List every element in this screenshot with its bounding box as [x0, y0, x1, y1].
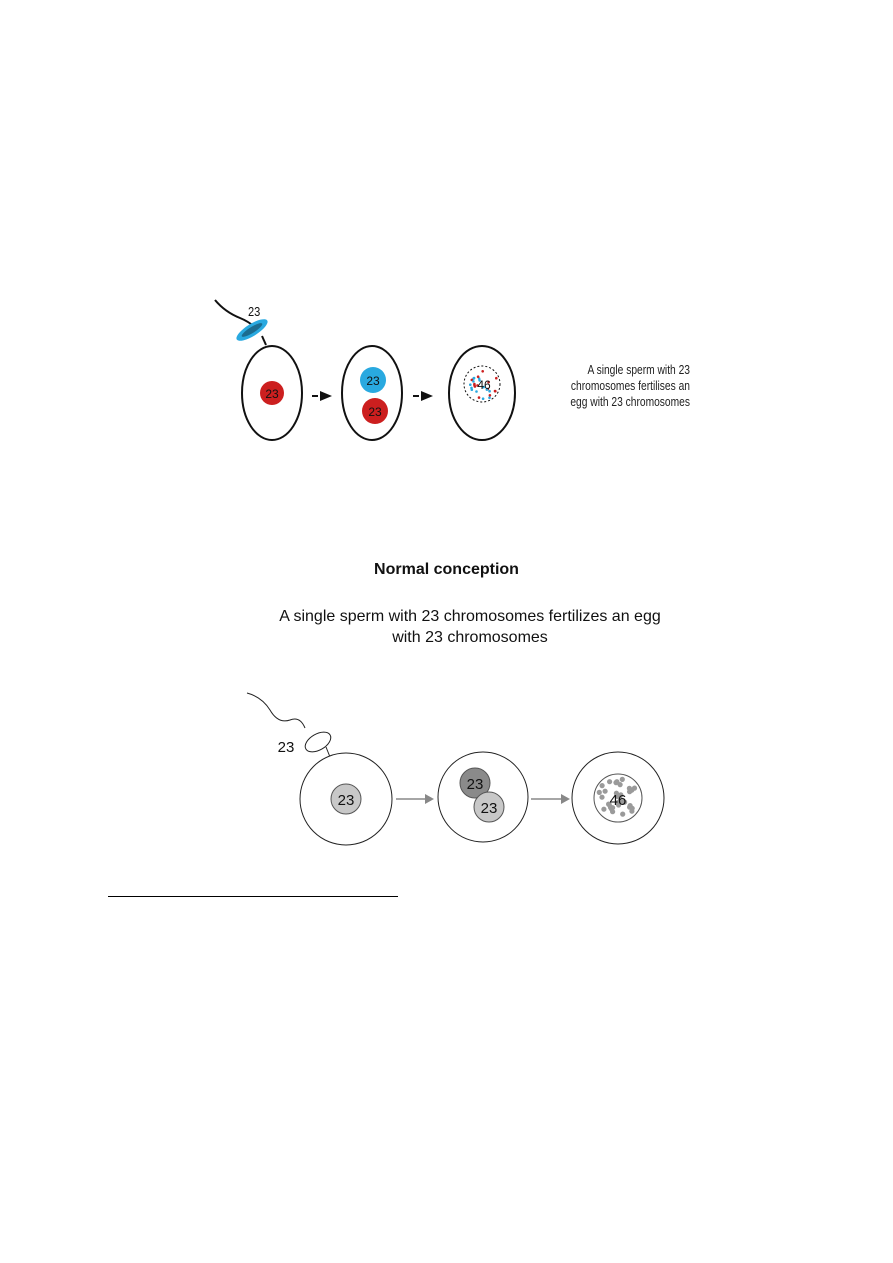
- bottom-arrow-2: [531, 794, 570, 804]
- bottom-sperm-label: 23: [277, 739, 295, 756]
- bottom-fertilisation-diagram: [0, 680, 893, 870]
- normal-conception-title: Normal conception: [374, 561, 519, 578]
- chromosome-dot: [472, 380, 475, 383]
- top-egg-pronucleus-label: 23: [368, 405, 382, 419]
- chromosome-dot: [495, 377, 498, 380]
- chromosome-dot: [471, 388, 474, 391]
- chromosome-dot: [610, 809, 615, 814]
- chromosome-dot: [603, 789, 608, 794]
- top-egg-1-nucleus-label: 23: [265, 387, 279, 401]
- top-fertilisation-diagram: [0, 0, 893, 470]
- bottom-egg-pronucleus-label: 23: [480, 800, 498, 817]
- top-arrow-2: [413, 391, 433, 401]
- chromosome-dot: [469, 383, 472, 386]
- chromosome-dot: [482, 397, 485, 400]
- bottom-arrow-1: [396, 794, 434, 804]
- bottom-zygote-label: 46: [609, 792, 627, 809]
- chromosome-dot: [597, 790, 602, 795]
- chromosome-dot: [600, 783, 605, 788]
- normal-conception-description: A single sperm with 23 chromosomes fertilizes an egg with 23 chromosomes: [279, 608, 661, 646]
- top-diagram-caption: A single sperm with 23 chromosomes fertilises an egg with 23 chromosomes: [570, 363, 690, 409]
- chromosome-dot: [488, 396, 491, 399]
- chromosome-dot: [473, 377, 476, 380]
- bottom-sperm-head: [302, 728, 334, 756]
- chromosome-dot: [618, 782, 623, 787]
- top-arrow-1: [312, 391, 332, 401]
- chromosome-dot: [494, 390, 497, 393]
- top-sperm-pronucleus-label: 23: [366, 374, 380, 388]
- chromosome-dot: [489, 394, 492, 397]
- top-zygote-label: 46: [477, 378, 491, 392]
- chromosome-dot: [620, 812, 625, 817]
- chromosome-dot: [627, 805, 632, 810]
- top-sperm-label: 23: [248, 304, 261, 320]
- chromosome-dot: [473, 384, 476, 387]
- bottom-sperm-neck: [326, 747, 330, 757]
- chromosome-dot: [478, 396, 481, 399]
- chromosome-dot: [599, 795, 604, 800]
- top-egg-2: [342, 346, 402, 440]
- bottom-sperm-tail: [247, 693, 305, 728]
- top-sperm-neck: [262, 336, 266, 345]
- chromosome-dot: [607, 779, 612, 784]
- bottom-egg-1-nucleus-label: 23: [337, 792, 355, 809]
- chromosome-dot: [481, 370, 484, 373]
- bottom-sperm-pronucleus-label: 23: [466, 776, 484, 793]
- chromosome-dot: [601, 807, 606, 812]
- footnote-separator: [108, 896, 398, 897]
- chromosome-dot: [620, 777, 625, 782]
- chromosome-dot: [629, 788, 634, 793]
